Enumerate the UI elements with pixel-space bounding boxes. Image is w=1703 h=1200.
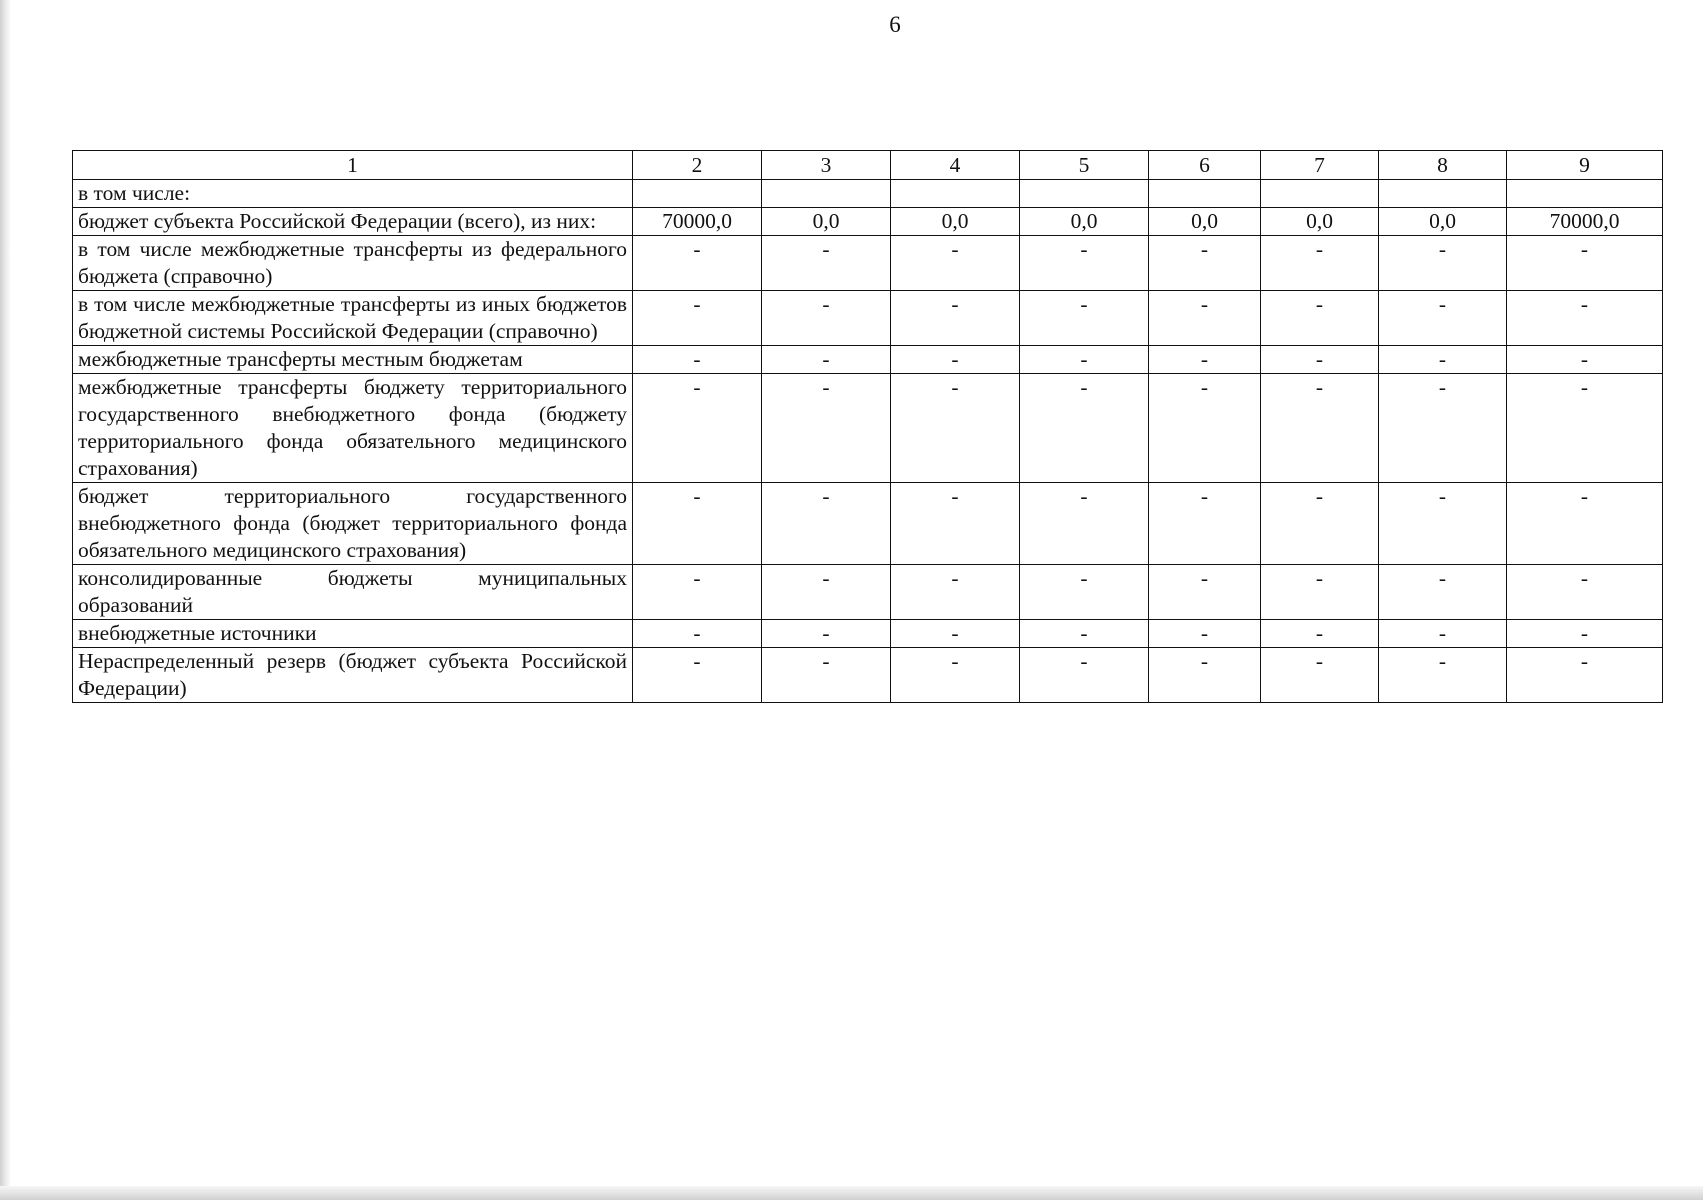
cell-value: - [1379,236,1507,291]
cell-value: - [1261,620,1379,648]
cell-value: - [1149,648,1261,703]
cell-value: 0,0 [891,208,1020,236]
cell-value: - [1020,236,1149,291]
column-header-3: 3 [762,151,891,180]
column-header-7: 7 [1261,151,1379,180]
cell-value: - [891,648,1020,703]
cell-value: - [1507,483,1663,565]
cell-value: 0,0 [762,208,891,236]
cell-value: - [1149,346,1261,374]
cell-value: - [891,374,1020,483]
cell-value: - [762,291,891,346]
cell-value: - [1020,374,1149,483]
table-row [73,291,1663,346]
row-label: межбюджетные трансферты местным бюджетам [73,346,633,374]
cell-value [762,180,891,208]
scan-bottom-edge [0,1186,1703,1200]
table-row [73,374,1663,483]
row-label: консолидированные бюджеты муниципальных образований [73,565,633,620]
column-header-4: 4 [891,151,1020,180]
row-label: в том числе: [73,180,633,208]
table-row [73,565,1663,620]
cell-value: - [633,620,762,648]
column-header-9: 9 [1507,151,1663,180]
cell-value [1149,180,1261,208]
cell-value: - [891,483,1020,565]
row-label: Нераспределенный резерв (бюджет субъекта Российской Федерации) [73,648,633,703]
budget-table [72,150,1663,703]
cell-value: - [1379,648,1507,703]
cell-value: - [1379,620,1507,648]
cell-value: - [1149,374,1261,483]
row-label: в том числе межбюджетные трансферты из иных бюджетов бюджетной системы Российской Федерации (справочно) [73,291,633,346]
column-header-6: 6 [1149,151,1261,180]
row-label: бюджет территориального государственного внебюджетного фонда (бюджет территориального фонда обязательного медицинского страхования) [73,483,633,565]
table-row [73,648,1663,703]
cell-value: - [891,565,1020,620]
cell-value: - [762,374,891,483]
cell-value [1020,180,1149,208]
cell-value: - [1507,565,1663,620]
cell-value [1507,180,1663,208]
cell-value: - [1507,291,1663,346]
row-label: в том числе межбюджетные трансферты из федерального бюджета (справочно) [73,236,633,291]
cell-value: - [1149,620,1261,648]
cell-value [1261,180,1379,208]
cell-value: 0,0 [1020,208,1149,236]
cell-value: - [1020,291,1149,346]
cell-value: 70000,0 [1507,208,1663,236]
cell-value: - [891,236,1020,291]
cell-value: - [1020,483,1149,565]
cell-value: 0,0 [1379,208,1507,236]
cell-value: - [1020,565,1149,620]
column-header-5: 5 [1020,151,1149,180]
row-label: бюджет субъекта Российской Федерации (всего), из них: [73,208,633,236]
cell-value: - [633,483,762,565]
cell-value: - [1507,374,1663,483]
cell-value: - [1149,236,1261,291]
cell-value: - [762,565,891,620]
cell-value: - [1020,620,1149,648]
cell-value: - [1507,346,1663,374]
cell-value: - [1261,565,1379,620]
cell-value: - [1149,565,1261,620]
cell-value: - [891,620,1020,648]
table-row [73,236,1663,291]
cell-value: - [1379,483,1507,565]
cell-value: - [1261,648,1379,703]
cell-value: - [633,236,762,291]
cell-value [891,180,1020,208]
scan-left-edge [0,0,10,1200]
cell-value: - [891,346,1020,374]
cell-value: - [1020,346,1149,374]
row-label: внебюджетные источники [73,620,633,648]
cell-value: - [1020,648,1149,703]
table-row [73,208,1663,236]
table-row [73,180,1663,208]
cell-value: - [1261,291,1379,346]
cell-value: - [1507,648,1663,703]
cell-value: 0,0 [1261,208,1379,236]
row-label: межбюджетные трансферты бюджету территориального государственного внебюджетного фонда (бюджету территориального фонда обязательного медицинского страхования) [73,374,633,483]
cell-value: - [1507,620,1663,648]
cell-value [1379,180,1507,208]
cell-value: - [1261,374,1379,483]
cell-value: - [1507,236,1663,291]
cell-value: - [633,346,762,374]
table-row [73,620,1663,648]
cell-value: 0,0 [1149,208,1261,236]
cell-value: - [762,346,891,374]
column-header-8: 8 [1379,151,1507,180]
cell-value: - [633,291,762,346]
cell-value: - [1261,236,1379,291]
cell-value: - [1379,565,1507,620]
cell-value: - [891,291,1020,346]
cell-value: - [633,374,762,483]
table-header-row [73,151,1663,180]
table-row [73,346,1663,374]
cell-value: - [762,236,891,291]
table-row [73,483,1663,565]
cell-value: - [1149,291,1261,346]
cell-value: - [1379,291,1507,346]
page-number: 6 [889,12,901,37]
cell-value: - [762,483,891,565]
column-header-1: 1 [73,151,633,180]
column-header-2: 2 [633,151,762,180]
cell-value: - [762,648,891,703]
cell-value: - [633,648,762,703]
cell-value: 70000,0 [633,208,762,236]
cell-value: - [1261,346,1379,374]
cell-value [633,180,762,208]
cell-value: - [1379,346,1507,374]
cell-value: - [1149,483,1261,565]
cell-value: - [633,565,762,620]
cell-value: - [1379,374,1507,483]
cell-value: - [1261,483,1379,565]
cell-value: - [762,620,891,648]
